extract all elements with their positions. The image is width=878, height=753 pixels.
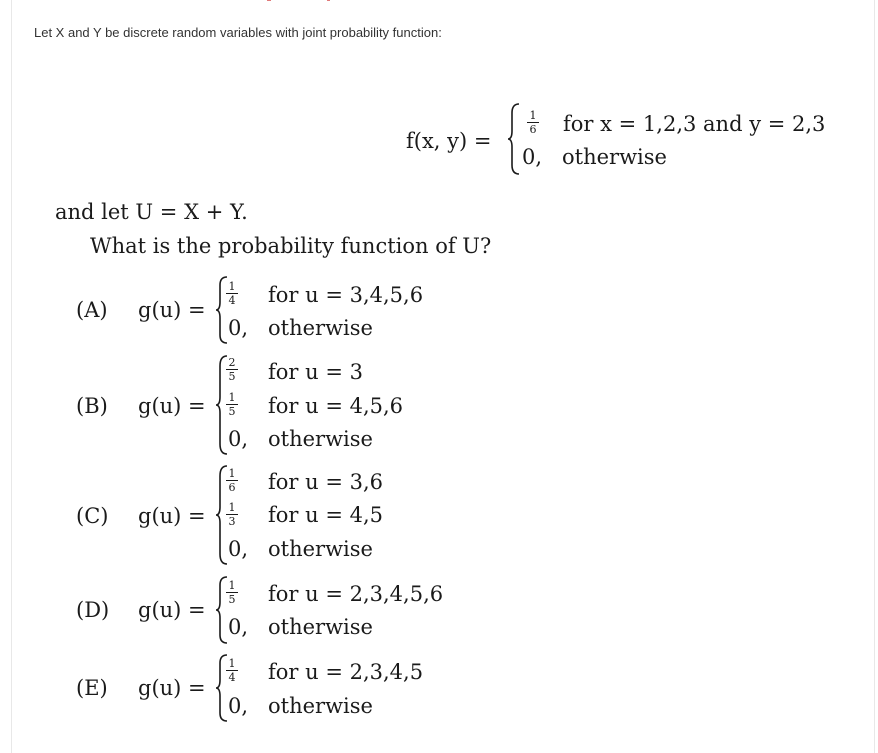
option-fraction: $\frac{2}{5}$ xyxy=(226,357,238,382)
joint-zero: 0, xyxy=(522,145,543,169)
option-lhs: g(u) = xyxy=(138,598,206,622)
option-zero: 0, xyxy=(228,316,249,340)
option-condition: for u = 2,3,4,5 xyxy=(268,660,424,684)
option-otherwise: otherwise xyxy=(268,694,373,718)
option-otherwise: otherwise xyxy=(268,615,373,639)
option-zero: 0, xyxy=(228,427,249,451)
option-condition: for u = 4,5,6 xyxy=(268,394,404,418)
joint-otherwise: otherwise xyxy=(562,145,667,169)
option-condition: for u = 4,5 xyxy=(268,503,383,527)
option-label: (B) xyxy=(76,394,108,418)
joint-denominator: 6 xyxy=(529,123,537,136)
option-lhs: g(u) = xyxy=(138,504,206,528)
option-condition: for u = 2,3,4,5,6 xyxy=(268,582,444,606)
joint-fraction xyxy=(527,110,539,135)
joint-lhs: f(x, y) = xyxy=(406,129,492,153)
option-condition: for u = 3,4,5,6 xyxy=(268,283,424,307)
option-label: (C) xyxy=(76,504,109,528)
option-otherwise: otherwise xyxy=(268,427,373,451)
option-fraction: $\frac{1}{3}$ xyxy=(226,502,238,527)
option-fraction: $\frac{1}{4}$ xyxy=(226,281,238,306)
option-condition: for u = 3,6 xyxy=(268,470,383,494)
option-lhs: g(u) = xyxy=(138,298,206,322)
option-otherwise: otherwise xyxy=(268,316,373,340)
option-zero: 0, xyxy=(228,537,249,561)
option-condition: for u = 3 xyxy=(268,360,363,384)
option-lhs: g(u) = xyxy=(138,394,206,418)
option-fraction: $\frac{1}{6}$ xyxy=(226,468,238,493)
option-otherwise: otherwise xyxy=(268,537,373,561)
option-fraction: $\frac{1}{5}$ xyxy=(226,392,238,417)
prompt: What is the probability function of U? xyxy=(90,234,492,258)
option-label: (A) xyxy=(76,298,108,322)
joint-brace xyxy=(507,103,521,175)
question-text: Let X and Y be discrete random variables with joint probability function: xyxy=(34,25,442,40)
option-zero: 0, xyxy=(228,694,249,718)
top-mark xyxy=(327,0,330,1)
joint-case1: for x = 1,2,3 and y = 2,3 xyxy=(563,112,826,136)
top-mark xyxy=(267,0,271,1)
option-lhs: g(u) = xyxy=(138,676,206,700)
option-fraction: $\frac{1}{5}$ xyxy=(226,580,238,605)
option-fraction: $\frac{1}{4}$ xyxy=(226,658,238,683)
option-label: (D) xyxy=(76,598,110,622)
option-zero: 0, xyxy=(228,615,249,639)
option-label: (E) xyxy=(76,676,108,700)
joint-numerator: 1 xyxy=(527,110,539,123)
define-u: and let U = X + Y. xyxy=(55,200,248,224)
